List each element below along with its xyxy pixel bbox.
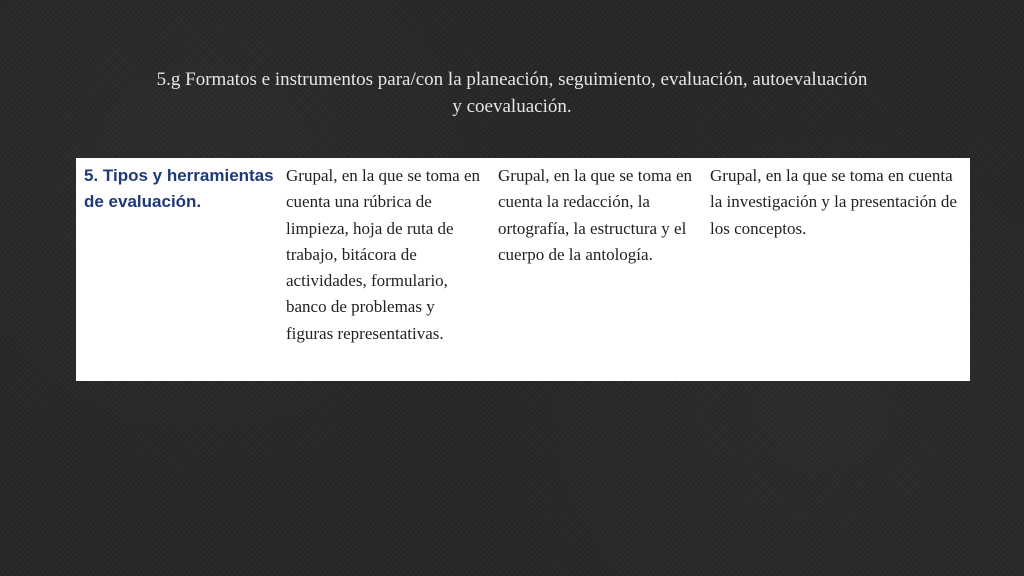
evaluation-table: [76, 158, 970, 381]
table-cell-3: Grupal, en la que se toma en cuenta la investigación y la presentación de los conceptos.: [710, 166, 957, 238]
slide-title-line-1: 5.g Formatos e instrumentos para/con la planeación, seguimiento, evaluación, autoevaluación: [156, 69, 868, 90]
row-heading: 5. Tipos y herramientas de evaluación.: [84, 166, 274, 212]
slide-title-line-2: y coevaluación.: [452, 96, 572, 117]
table-row: [76, 158, 970, 347]
table-cell-2: Grupal, en la que se toma en cuenta la redacción, la ortografía, la estructura y el cuerpo de la antología.: [498, 166, 693, 264]
slide-title: [60, 66, 964, 120]
table-cell-1: Grupal, en la que se toma en cuenta una rúbrica de limpieza, hoja de ruta de trabajo, bitácora de actividades, formulario, banco de problemas y figuras representativas.: [286, 166, 481, 343]
evaluation-table-grid: [76, 158, 970, 347]
